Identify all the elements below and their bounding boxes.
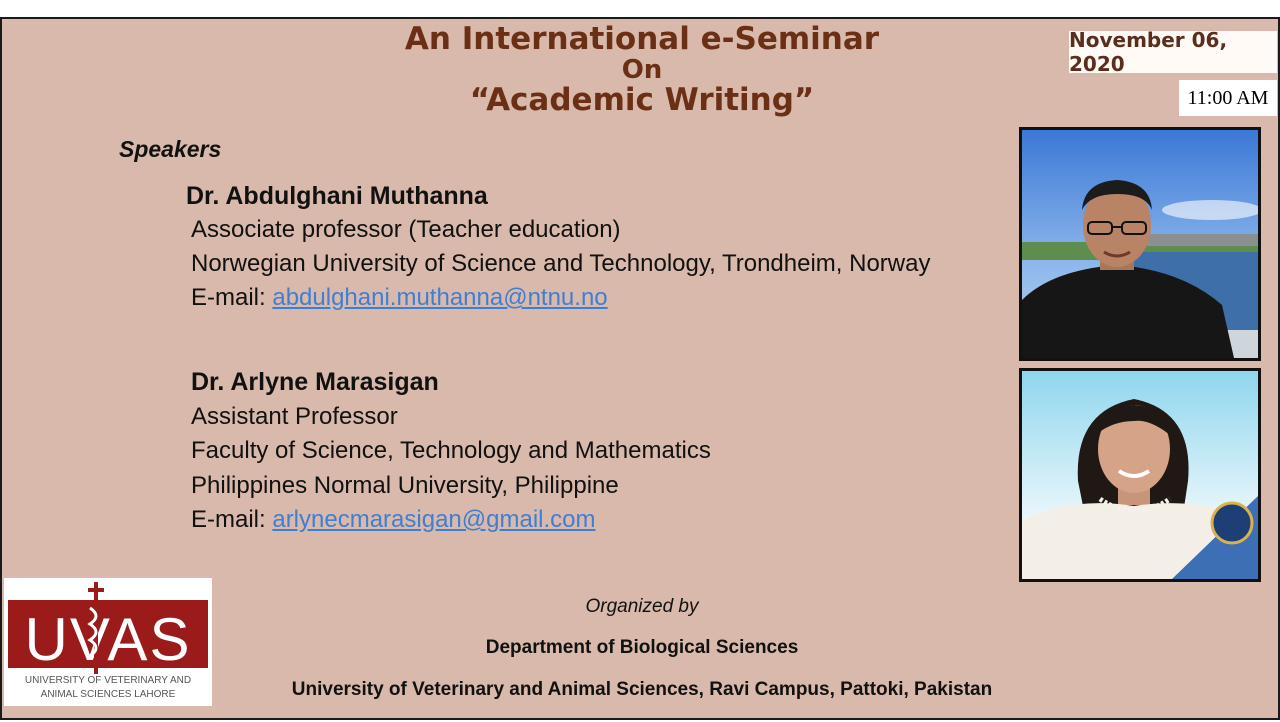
speaker-1-email-label: E-mail: [191,284,273,311]
organizer-university: University of Veterinary and Animal Sciences, Ravi Campus, Pattoki, Pakistan [291,679,993,700]
speaker-1-name: Dr. Abdulghani Muthanna [186,182,488,210]
speaker-1-email-line [191,284,608,312]
organized-by-label: Organized by [585,596,699,617]
speaker-2-name: Dr. Arlyne Marasigan [191,368,439,396]
seminar-slide [0,17,1280,720]
speakers-heading: Speakers [119,136,222,162]
date-badge: November 06, 2020 [1069,31,1277,73]
speaker-1-affiliation: Norwegian University of Science and Technology, Trondheim, Norway [191,250,931,277]
speaker-1-role: Associate professor (Teacher education) [191,216,621,243]
speaker-2-photo [1019,368,1261,582]
speaker-2-email-label: E-mail: [191,506,273,533]
logo-caption-line2: ANIMAL SCIENCES LAHORE [40,689,176,700]
seminar-title-on: On [621,55,663,85]
speaker-2-role: Assistant Professor [191,403,398,430]
speaker-2-faculty: Faculty of Science, Technology and Mathematics [191,437,711,464]
time-badge: 11:00 AM [1179,80,1277,116]
logo-caption-line1: UNIVERSITY OF VETERINARY AND [24,675,192,686]
speaker-2-email-line [191,506,596,534]
seminar-title: An International e-Seminar [404,21,880,57]
logo-letters: UVAS [24,606,192,673]
speaker-2-email-link[interactable]: arlynecmarasigan@gmail.com [272,506,596,533]
speaker-1-email-link[interactable]: abdulghani.muthanna@ntnu.no [272,284,608,311]
speaker-2-portrait [1022,371,1258,579]
organizer-department: Department of Biological Sciences [485,637,799,658]
seminar-topic: “Academic Writing” [469,82,815,118]
speaker-2-affiliation: Philippines Normal University, Philippine [191,472,619,499]
speaker-1-portrait [1022,130,1258,358]
speaker-1-photo [1019,127,1261,361]
